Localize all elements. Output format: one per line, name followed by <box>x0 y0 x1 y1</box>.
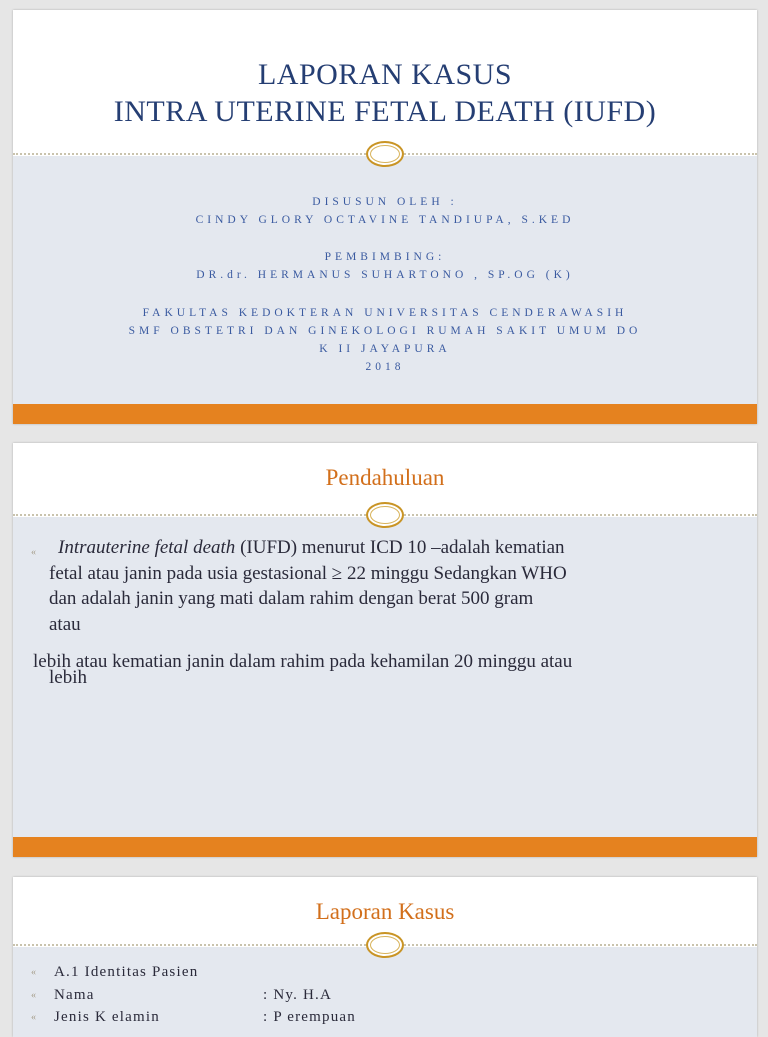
supervisor-label: PEMBIMBING: <box>324 251 446 263</box>
orange-footer-bar <box>13 837 757 857</box>
slide-title <box>13 10 757 424</box>
paragraph-line3: dan adalah janin yang mati dalam rahim dengan berat 500 gram <box>49 588 534 609</box>
presentation-title-line2: INTRA UTERINE FETAL DEATH (IUFD) <box>113 95 657 128</box>
slide-laporan-kasus <box>13 877 757 1037</box>
row-value: : P erempuan <box>263 1009 356 1025</box>
bullet-icon: « <box>31 1012 36 1023</box>
row-key: Nama <box>54 987 95 1003</box>
bullet-icon: « <box>31 967 36 978</box>
author-label: DISUSUN OLEH : <box>312 196 458 208</box>
identity-row <box>13 964 757 986</box>
bullet-icon: « <box>31 547 36 558</box>
term-italic: Intrauterine fetal death <box>58 537 236 558</box>
orange-footer-bar <box>13 404 757 424</box>
section-title: Laporan Kasus <box>315 899 455 924</box>
department-line2: K II JAYAPURA <box>319 343 451 355</box>
year: 2018 <box>365 361 405 373</box>
presentation-title-line1: LAPORAN KASUS <box>257 58 513 91</box>
faculty-name: FAKULTAS KEDOKTERAN UNIVERSITAS CENDERAWASIH <box>142 307 628 319</box>
paragraph-line1 <box>58 535 565 561</box>
paragraph-line5: lebih atau kematian janin dalam rahim pada kehamilan 20 minggu atau <box>33 651 573 672</box>
paragraph-line2: fetal atau janin pada usia gestasional ≥ 22 minggu Sedangkan WHO <box>49 563 567 584</box>
row-key: A.1 Identitas Pasien <box>54 964 199 980</box>
ornament-ring-icon <box>366 932 404 958</box>
identity-row <box>13 987 757 1009</box>
paragraph-line4: atau <box>49 614 81 635</box>
paragraph-line6: lebih <box>49 667 87 688</box>
section-title: Pendahuluan <box>325 465 445 490</box>
row-key: Jenis K elamin <box>54 1009 160 1025</box>
identity-row <box>13 1009 757 1031</box>
ornament-ring-icon <box>366 141 404 167</box>
slide-pendahuluan <box>13 443 757 857</box>
row-value: : Ny. H.A <box>263 987 332 1003</box>
author-name: CINDY GLORY OCTAVINE TANDIUPA, S.KED <box>195 214 575 226</box>
bullet-icon: « <box>31 990 36 1001</box>
ornament-ring-icon <box>366 502 404 528</box>
supervisor-name: DR.dr. HERMANUS SUHARTONO , SP.OG (K) <box>196 269 574 281</box>
department-line1: SMF OBSTETRI DAN GINEKOLOGI RUMAH SAKIT UMUM DO <box>128 325 642 337</box>
sentence-rest: (IUFD) menurut ICD 10 –adalah kematian <box>235 537 565 558</box>
